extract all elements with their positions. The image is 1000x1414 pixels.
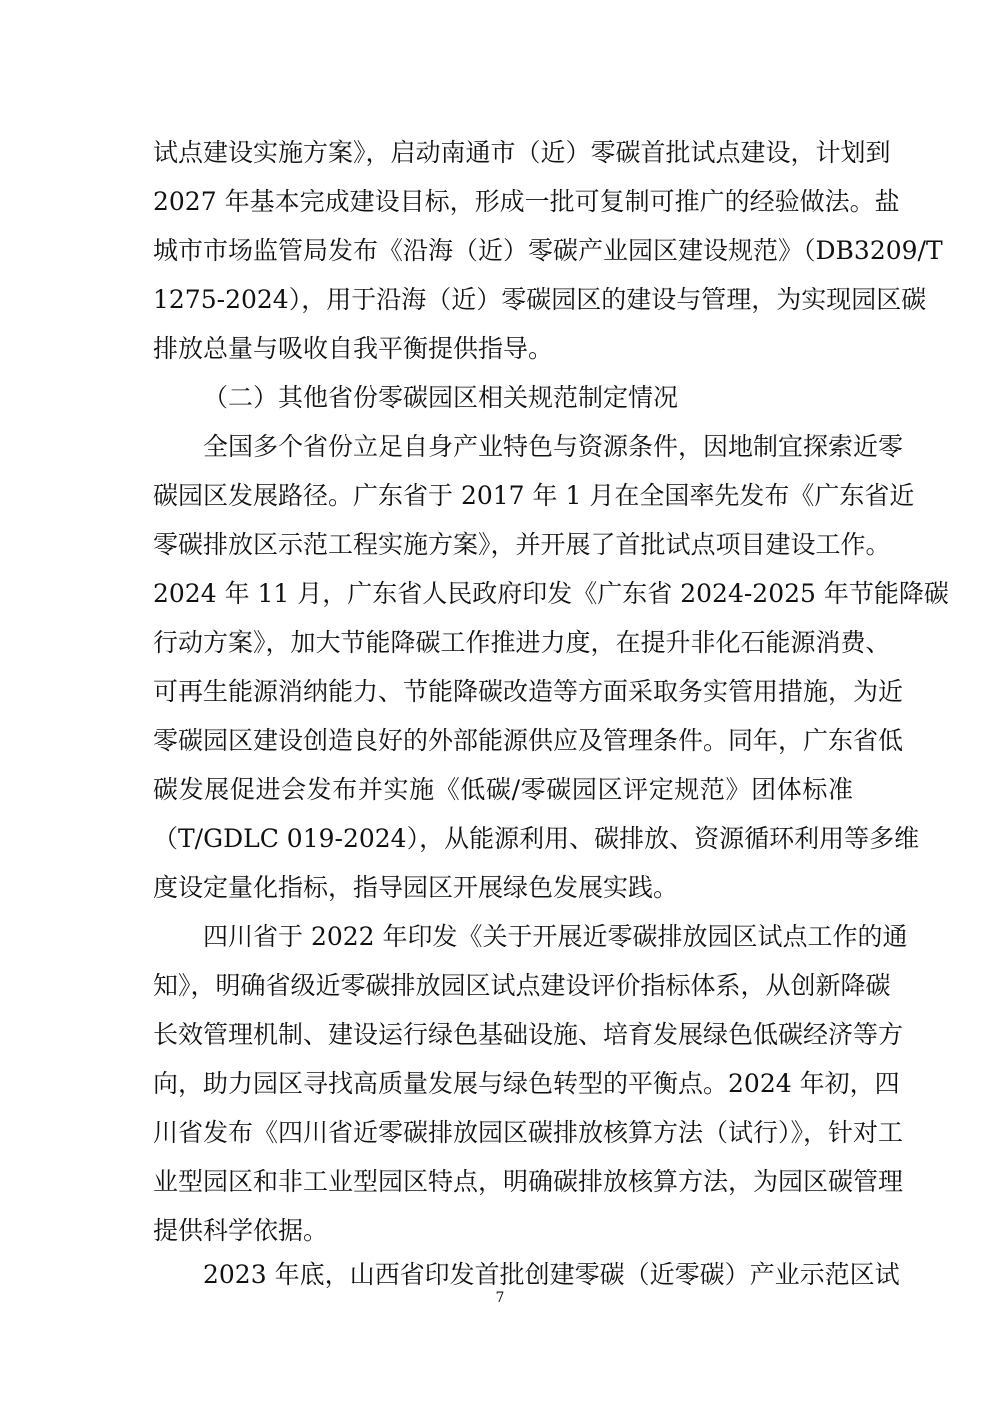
text-line: 行动方案》，加大节能降碳工作推进力度，在提升非化石能源消费、 [153,628,891,657]
text-line: 排放总量与吸收自我平衡提供指导。 [153,334,554,363]
text-line: 零碳园区建设创造良好的外部能源供应及管理条件。同年，广东省低 [153,726,904,755]
text-line: 知》，明确省级近零碳排放园区试点建设评价指标体系，从创新降碳 [153,971,891,1000]
text-line: 全国多个省份立足自身产业特色与资源条件，因地制宜探索近零 [203,432,904,461]
text-line: 1275-2024），用于沿海（近）零碳园区的建设与管理，为实现园区碳 [153,285,927,314]
text-line: 2027 年基本完成建设目标，形成一批可复制可推广的经验做法。盐 [153,187,900,216]
page-number: 7 [495,1290,505,1306]
text-line: 2024 年 11 月，广东省人民政府印发《广东省 2024-2025 年节能降碳 [153,579,949,608]
text-line: 长效管理机制、建设运行绿色基础设施、培育发展绿色低碳经济等方 [153,1020,904,1049]
text-line: 碳发展促进会发布并实施《低碳/零碳园区评定规范》团体标准 [153,775,853,804]
text-line: 碳园区发展路径。广东省于 2017 年 1 月在全国率先发布《广东省近 [153,481,915,510]
text-line: 试点建设实施方案》，启动南通市（近）零碳首批试点建设，计划到 [153,138,891,167]
text-line: 四川省于 2022 年印发《关于开展近零碳排放园区试点工作的通 [203,922,908,951]
text-line: 川省发布《四川省近零碳排放园区碳排放核算方法（试行）》，针对工 [153,1118,904,1147]
text-line: 可再生能源消纳能力、节能降碳改造等方面采取务实管用措施，为近 [153,677,904,706]
text-line: （T/GDLC 019-2024），从能源利用、碳排放、资源循环利用等多维 [153,824,920,853]
text-line: 度设定量化指标，指导园区开展绿色发展实践。 [153,873,679,902]
text-line: 提供科学依据。 [153,1216,329,1245]
text-line: 城市市场监管局发布《沿海（近）零碳产业园区建设规范》（DB3209/T [153,236,943,265]
text-line: 向，助力园区寻找高质量发展与绿色转型的平衡点。2024 年初，四 [153,1069,900,1098]
text-line: 2023 年底，山西省印发首批创建零碳（近零碳）产业示范区试 [203,1260,900,1289]
text-line: 零碳排放区示范工程实施方案》，并开展了首批试点项目建设工作。 [153,530,891,559]
text-line: 业型园区和非工业型园区特点，明确碳排放核算方法，为园区碳管理 [153,1167,904,1196]
section-heading: （二）其他省份零碳园区相关规范制定情况 [203,383,679,412]
